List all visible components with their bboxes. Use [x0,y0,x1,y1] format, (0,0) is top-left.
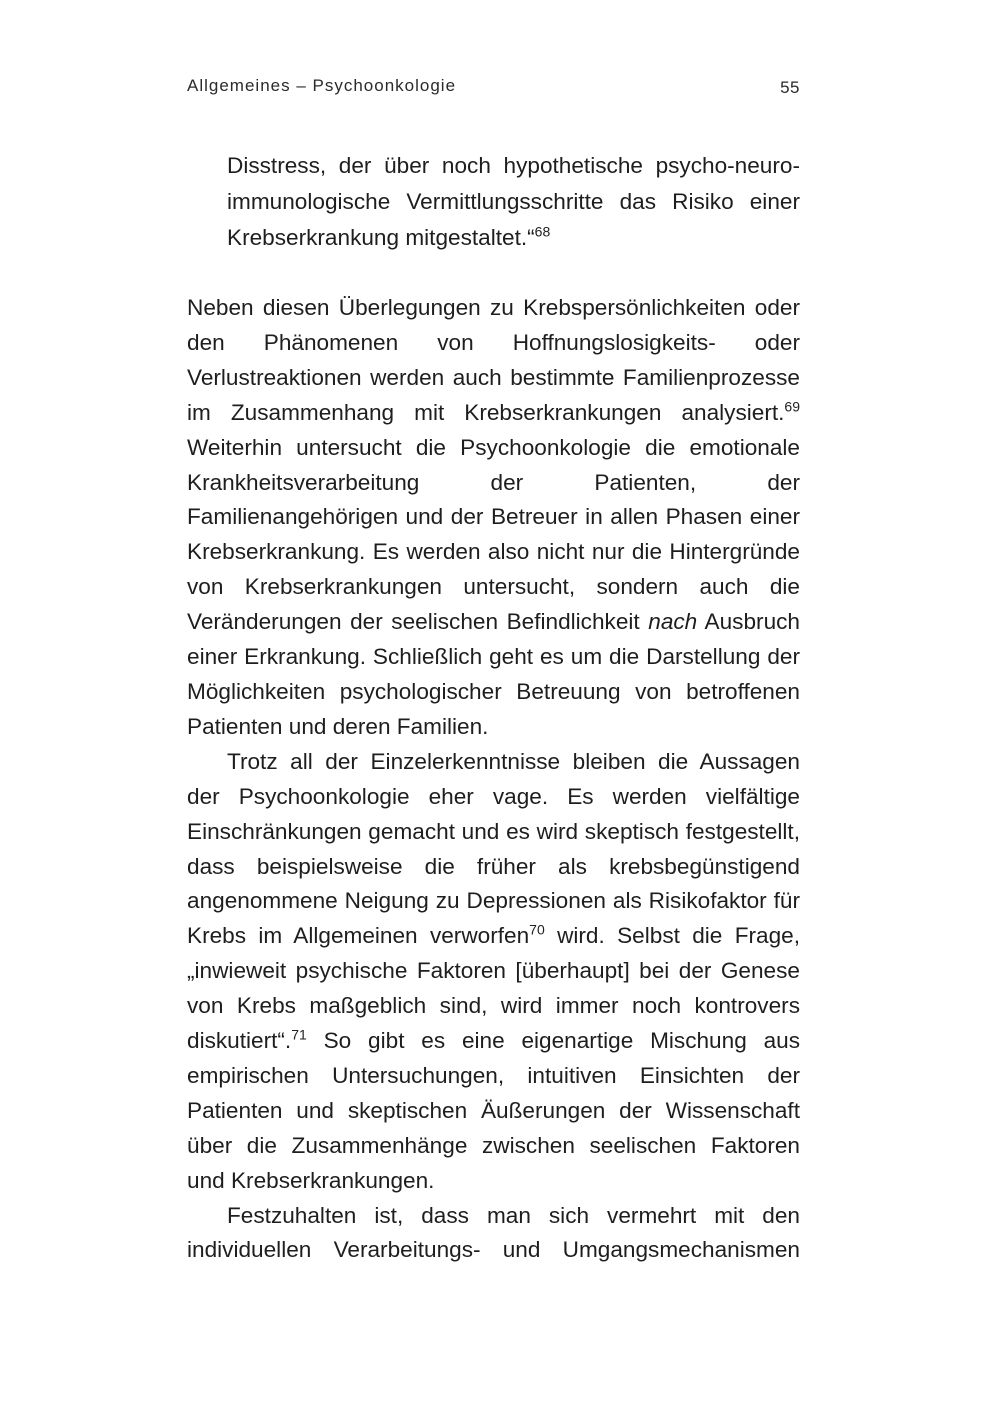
paragraph-2-text-c: So gibt es eine eigenartige Mischung aus empirischen Untersuchungen, intuitiven Einsichten der Patienten und skeptischen Äußerungen der Wissenschaft über die Zusammenhänge zwischen seelischen Faktoren und Krebserkrankungen. [187,1028,800,1193]
paragraph-2-text-a: Trotz all der Einzelerkenntnisse bleiben die Aussagen der Psychoonkologie eher vage. Es werden vielfältige Einschränkungen gemacht und es wird skeptisch festgestellt, dass beispielsweise die früher als krebsbegünstigend angenommene Neigung zu Depressionen als Risikofaktor für Krebs im Allgemeinen verworfen [187,748,800,949]
footnote-ref-71: 71 [291,1026,307,1043]
paragraph-1-text-c: Ausbruch einer Erkrankung. Schließlich geht es um die Darstellung der Möglichkeiten psychologischer Betreuung von betroffenen Patienten und deren Familien. [187,609,800,739]
paragraph-1-text-b: Weiterhin untersucht die Psychoonkologie die emotionale Krankheitsverarbeitung der Patienten, der Familienangehörigen und der Betreuer in allen Phasen einer Krebserkrankung. Es werden also nicht nur die Hintergründe von Krebserkrankungen untersucht, sondern auch die Veränderungen der seelischen Befindlichkeit [187,434,800,635]
paragraph-3 [187,1199,800,1269]
paragraph-3-text: Festzuhalten ist, dass man sich vermehrt mit den individuellen Verarbeitungs- und Umgangsmechanismen [187,1202,800,1263]
quote-text: Disstress, der über noch hypothetische psycho-neuro-immunologische Vermittlungsschritte das Risiko einer Krebserkrankung mitgestaltet.“ [227,153,800,250]
footnote-ref-68: 68 [534,223,551,240]
page-number: 55 [780,78,800,97]
running-head [187,76,800,100]
paragraph-2 [187,745,800,1199]
main-text [187,291,800,1268]
paragraph-1-text-a: Neben diesen Überlegungen zu Krebspersönlichkeiten oder den Phänomenen von Hoffnungslosigkeits- oder Verlustreaktionen werden auch bestimmte Familienprozesse im Zusammenhang mit Krebserkrankungen analysiert. [187,295,800,425]
footnote-ref-69: 69 [784,398,800,415]
emphasis-nach: nach [648,609,698,635]
block-quote [227,148,800,256]
running-head-title: Allgemeines – Psychoonkologie [187,76,457,95]
paragraph-1 [187,291,800,745]
paragraph-2-text-b: wird. Selbst die Frage, „inwieweit psychische Faktoren [überhaupt] bei der Genese von Krebs maßgeblich sind, wird immer noch kontrovers diskutiert“. [187,923,800,1054]
footnote-ref-70: 70 [529,921,545,938]
quote-paragraph [227,148,800,256]
